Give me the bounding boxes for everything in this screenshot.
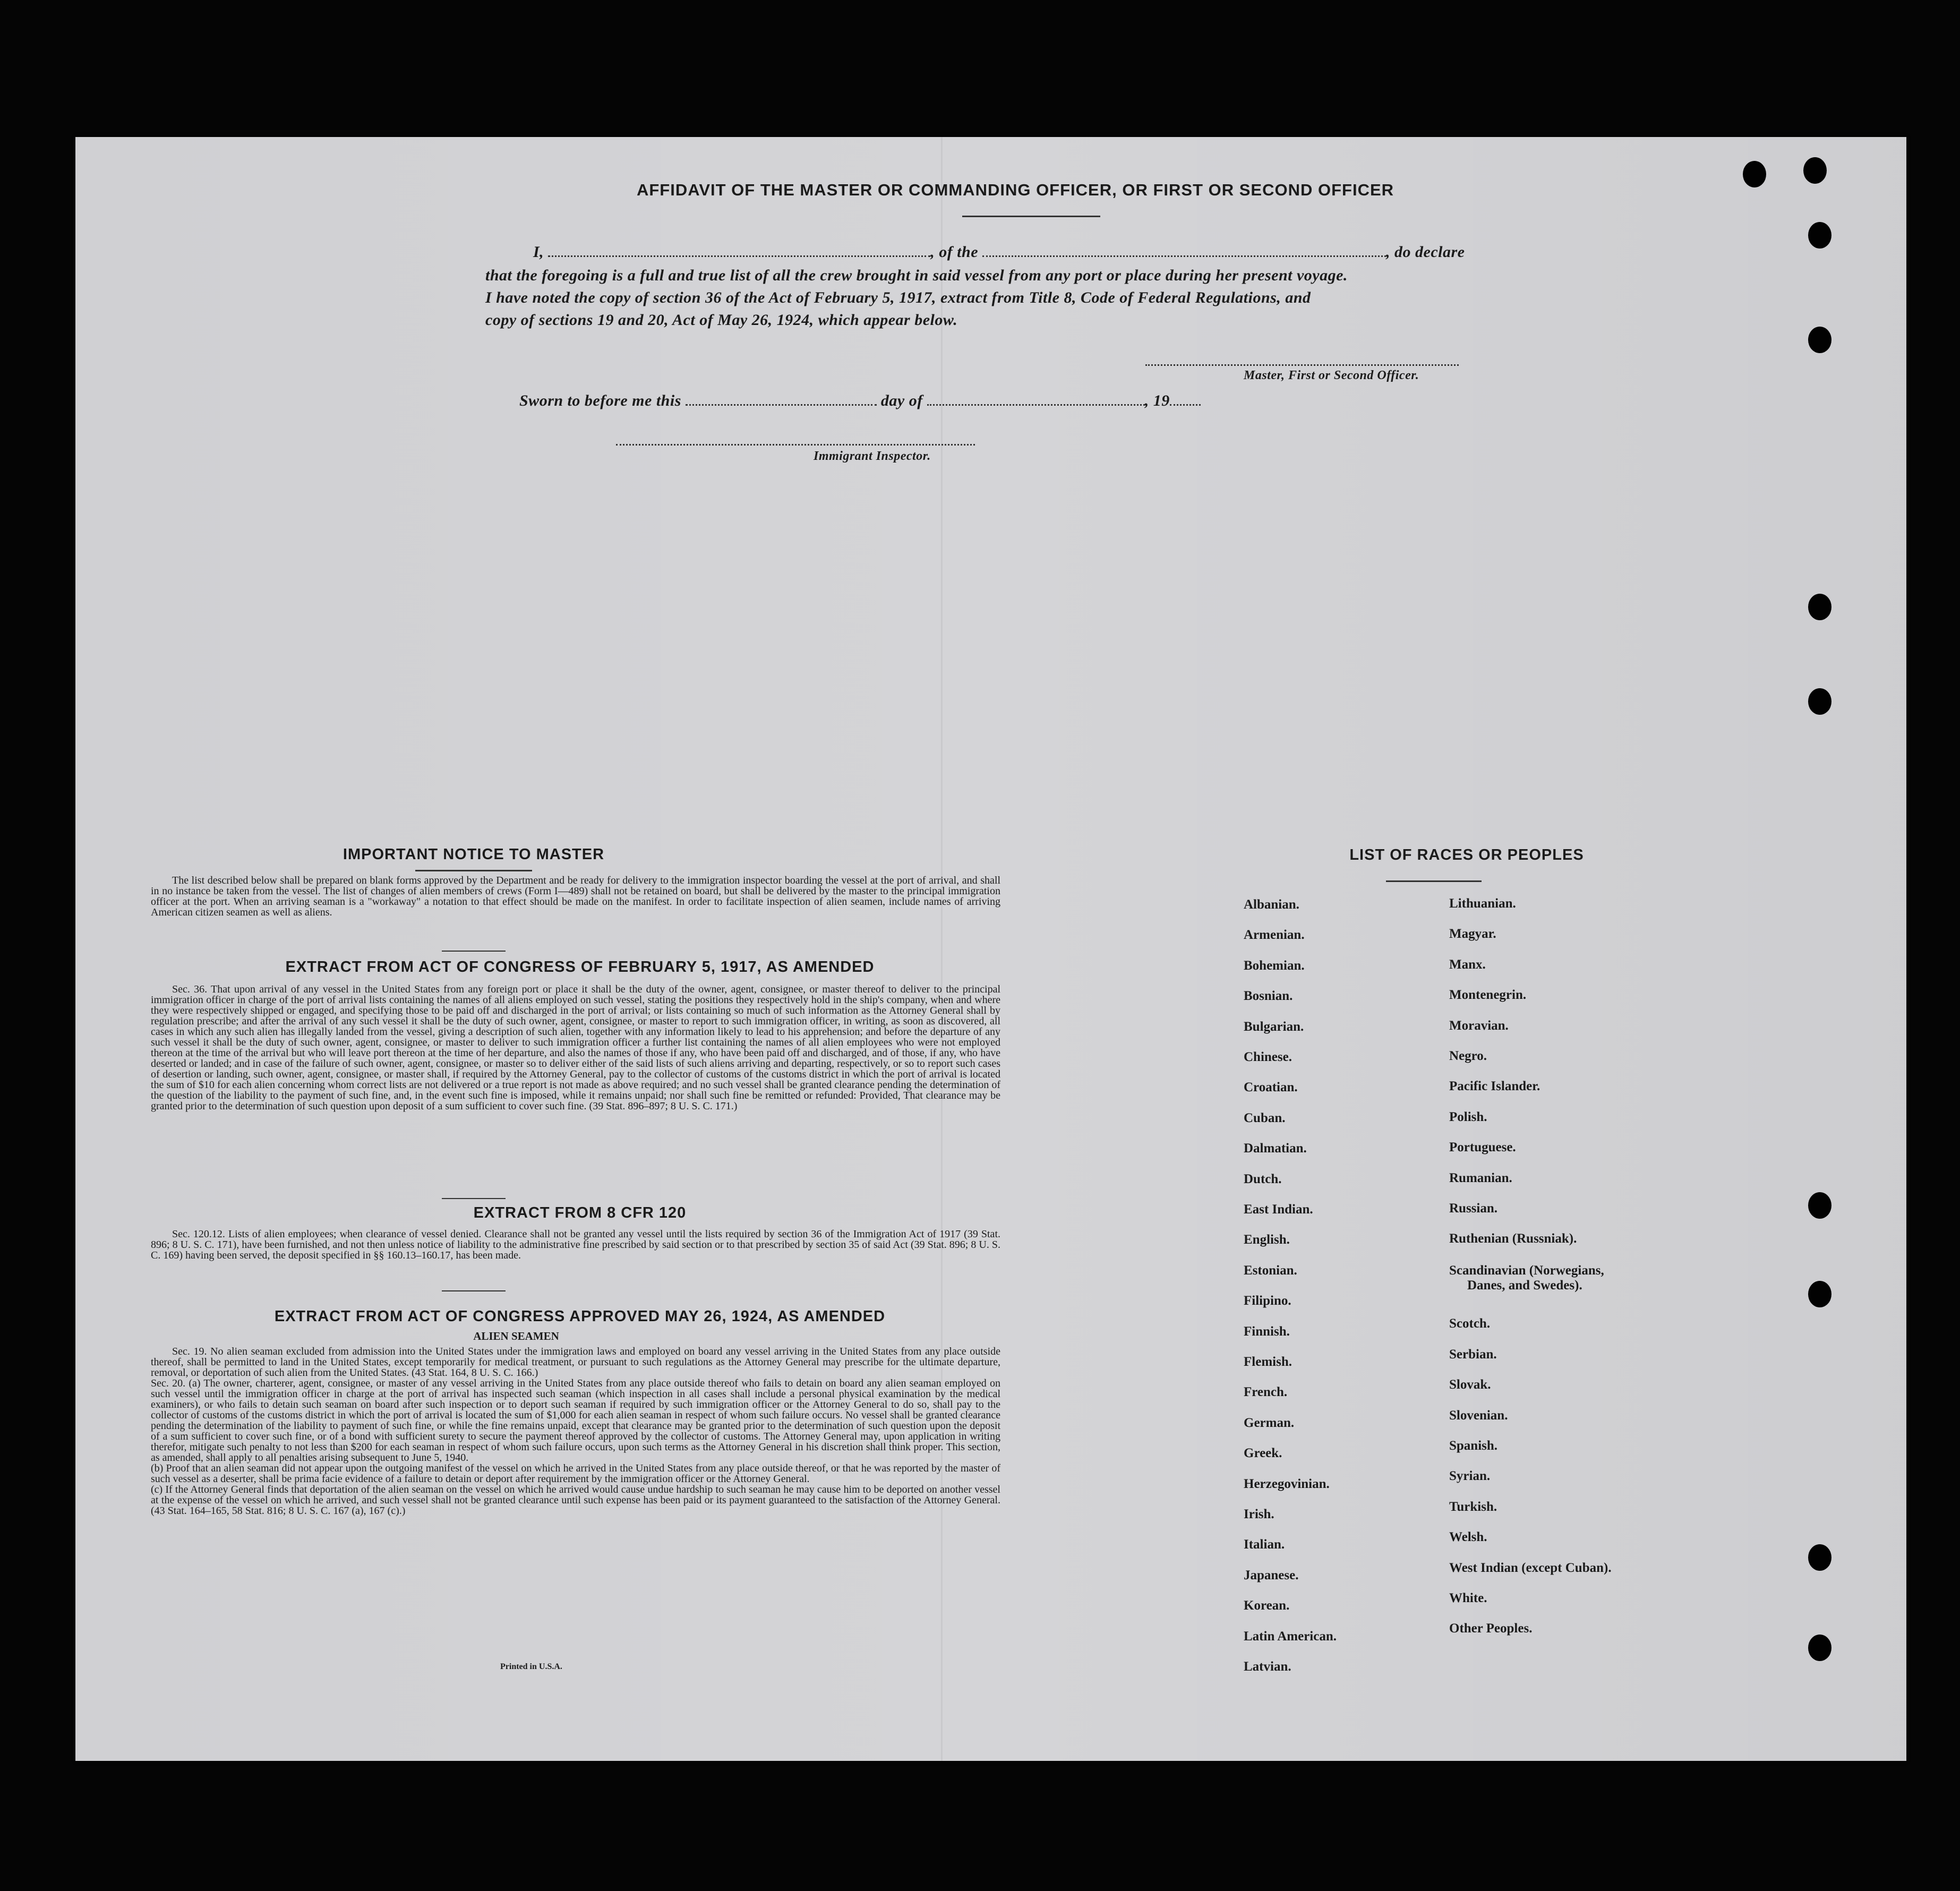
name-field[interactable] xyxy=(548,244,930,257)
race-item: Lithuanian. xyxy=(1449,896,1516,911)
race-item: White. xyxy=(1449,1591,1487,1605)
race-item: Greek. xyxy=(1244,1446,1282,1461)
race-item: Herzegovinian. xyxy=(1244,1476,1330,1491)
race-item: Magyar. xyxy=(1449,927,1496,942)
race-item: Montenegrin. xyxy=(1449,988,1527,1003)
sworn-year-field[interactable] xyxy=(1170,392,1201,406)
affidavit-of-the: , of the xyxy=(930,243,979,261)
punch-hole xyxy=(1743,161,1766,187)
race-item: Slovak. xyxy=(1449,1377,1491,1392)
race-item: Croatian. xyxy=(1244,1080,1298,1095)
affidavit-line1 xyxy=(533,243,1553,261)
race-item: Italian. xyxy=(1244,1537,1285,1552)
extract-cfr-heading: EXTRACT FROM 8 CFR 120 xyxy=(473,1204,687,1221)
extract-1924-heading: EXTRACT FROM ACT OF CONGRESS APPROVED MAY 26, 1924, AS AMENDED xyxy=(274,1308,886,1325)
race-item: Finnish. xyxy=(1244,1324,1290,1339)
race-item: Dalmatian. xyxy=(1244,1141,1307,1156)
extract-1917-divider xyxy=(442,1198,506,1199)
day-of-label: day of xyxy=(880,392,923,409)
extract-1924-body: Sec. 19. No alien seaman excluded from admission into the United States under the immigration laws and employed on board any vessel arriving in the United States from any place outside thereof, shall be permitted to land in the United States, except temporarily for medical treatment, or pursuant to such regulations as the Attorney General may prescribe for the ultimate departure, removal, or deportation of such alien from the United States. (43 Stat. 164, 8 U. S. C. 166.) Sec. 20. (a) The owner, charterer, agent, consignee, or master of any vessel arriving in the United States from any place outside thereof who fails to detain on board any alien seaman employed on such vessel until the immigration officer in charge at the port of arrival has inspected such seaman (which inspection in all cases shall include a personal physical examination by the medical examiners), or who fails to detain such seaman on board after such inspection or to deport such seaman if required by such immigration officer or the Attorney General to do so, shall pay to the collector of customs of the customs district in which the port of arrival is located the sum of $1,000 for each alien seaman in respect of whom such failure occurs. No vessel shall be granted clearance pending the determination of the liability to payment of such fine, or while the fine remains unpaid, except that clearance may be granted prior to the determination of such question upon the deposit of a sum sufficient to cover such fine, or of a bond with sufficient surety to secure the payment thereof approved by the collector of customs. The Attorney General may, upon application in writing therefor, mitigate such penalty to not less than $200 for each seaman in respect of whom such failure occurs, upon such terms as the Attorney General in his discretion shall think proper. This section, as amended, shall apply to all penalties arising subsequent to June 5, 1940. (b) Proof that an alien seaman did not appear upon the outgoing manifest of the vessel on which he arrived in the United States from any place outside thereof, or that he was reported by the master of such vessel as a deserter, shall be prima facie evidence of a failure to detain or deport after requirement by the immigration officer or the Attorney General. (c) If the Attorney General finds that deportation of the alien seaman on the vessel on which he arrived would cause undue hardship to such seaman he may cause him to be deported on another vessel at the expense of the vessel on which he arrived, and such vessel shall not be granted clearance until such expense has been paid or its payment guaranteed to the satisfaction of the Attorney General. (43 Stat. 164–165, 58 Stat. 816; 8 U. S. C. 167 (a), 167 (c).) xyxy=(151,1346,1000,1517)
race-item: Other Peoples. xyxy=(1449,1621,1533,1636)
race-item: Latvian. xyxy=(1244,1659,1291,1674)
master-signature-label: Master, First or Second Officer. xyxy=(1244,369,1419,382)
race-item: Moravian. xyxy=(1449,1018,1509,1033)
punch-hole xyxy=(1808,594,1831,620)
document-page xyxy=(75,137,1906,1761)
race-item: Danes, and Swedes). xyxy=(1467,1278,1582,1293)
affidavit-rule xyxy=(962,216,1100,217)
inspector-signature-line[interactable] xyxy=(616,444,975,446)
race-item: Syrian. xyxy=(1449,1469,1491,1484)
affidavit-declare: , do declare xyxy=(1386,243,1465,261)
race-item: Slovenian. xyxy=(1449,1408,1508,1423)
sworn-label: Sworn to before me this xyxy=(519,392,681,409)
notice-rule xyxy=(415,870,532,871)
sworn-day-field[interactable] xyxy=(686,392,877,406)
race-item: German. xyxy=(1244,1415,1295,1430)
race-item: Bohemian. xyxy=(1244,958,1305,973)
master-signature-line[interactable] xyxy=(1145,364,1459,366)
race-item: Serbian. xyxy=(1449,1347,1497,1362)
race-item: Korean. xyxy=(1244,1598,1290,1613)
race-item: Estonian. xyxy=(1244,1263,1297,1278)
race-item: Bulgarian. xyxy=(1244,1019,1304,1034)
extract-1917-body: Sec. 36. That upon arrival of any vessel in the United States from any foreign port or place it shall be the duty of the owner, agent, consignee, or master thereof to deliver to the principal immigration officer in charge of the port of arrival lists containing the names of all aliens employed on such vessel, stating the positions they respectively hold in the ship's company, when and where they were respectively shipped or engaged, and specifying those to be paid off and discharged in the port of arrival; or lists containing so much of such information as the Attorney General shall by regulation prescribe; and after the arrival of any such vessel it shall be the duty of such owner, agent, consignee, or master to report to such immigration officer, in writing, as soon as discovered, all cases in which any such alien has illegally landed from the vessel, giving a description of such alien, together with any information likely to lead to his apprehension; and before the departure of any such vessel it shall be the duty of such owner, agent, consignee, or master to deliver to such immigration officer a further list containing the names of all alien employees who were not employed thereon at the time of the arrival but who will leave port thereon at the time of her departure, and also the names of those if any, who have been paid off and discharged, and of those, if any, who have deserted or landed; and in case of the failure of such owner, agent, consignee, or master so to deliver either of the said lists of such aliens arriving and departing, respectively, or so to report such cases of desertion or landing, such owner, agent, consignee, or master shall, if required by the Attorney General, pay to the collector of customs of the customs district in which the port of arrival is located the sum of $10 for each alien concerning whom correct lists are not delivered or a true report is not made as above required; and no such vessel shall be granted clearance pending the determination of the question of the liability to the payment of such fine, and, in the event such fine is imposed, while it remains unpaid; nor shall such fine be remitted or refunded: Provided, That clearance may be granted prior to the determination of such question upon deposit of a sum sufficient to cover such fine. (39 Stat. 896–897; 8 U. S. C. 171.) xyxy=(151,983,1000,1112)
extract-1917-heading: EXTRACT FROM ACT OF CONGRESS OF FEBRUARY 5, 1917, AS AMENDED xyxy=(285,959,875,976)
race-item: Manx. xyxy=(1449,957,1486,972)
race-item: Russian. xyxy=(1449,1201,1498,1216)
punch-hole xyxy=(1808,327,1831,353)
punch-hole xyxy=(1808,222,1831,249)
race-item: Cuban. xyxy=(1244,1110,1286,1125)
race-item: Filipino. xyxy=(1244,1294,1291,1308)
race-item: Pacific Islander. xyxy=(1449,1079,1540,1094)
sworn-line xyxy=(519,392,1201,410)
page-fold xyxy=(941,137,943,1761)
race-item: Turkish. xyxy=(1449,1499,1497,1514)
races-heading: LIST OF RACES OR PEOPLES xyxy=(1349,846,1584,863)
punch-hole xyxy=(1808,1192,1831,1219)
race-item: Armenian. xyxy=(1244,928,1305,943)
race-item: Japanese. xyxy=(1244,1568,1299,1582)
punch-hole xyxy=(1808,688,1831,715)
punch-hole xyxy=(1808,1544,1831,1571)
extract-cfr-body: Sec. 120.12. Lists of alien employees; when clearance of vessel denied. Clearance shall not be granted any vessel until the lists required by section 36 of the Immigration Act of 1917 (39 Stat. 896; 8 U. S. C. 171), have been furnished, and not then unless notice of liability to the administrative fine prescribed by said section or to that prescribed by section 35 of said Act (39 Stat. 896; 8 U. S. C. 169) having been served, the deposit specified in §§ 160.13–160.17, has been made. xyxy=(151,1228,1000,1261)
race-item: Latin American. xyxy=(1244,1629,1337,1644)
race-item: Negro. xyxy=(1449,1049,1487,1063)
extract-cfr-divider xyxy=(442,1290,506,1291)
race-item: Polish. xyxy=(1449,1109,1487,1124)
inspector-signature-label: Immigrant Inspector. xyxy=(814,449,931,463)
race-item: Ruthenian (Russniak). xyxy=(1449,1231,1577,1246)
year-label: , 19 xyxy=(1144,392,1170,409)
affidavit-i: I, xyxy=(533,243,544,261)
race-item: West Indian (except Cuban). xyxy=(1449,1560,1612,1575)
notice-divider xyxy=(442,951,506,952)
race-item: Welsh. xyxy=(1449,1530,1487,1545)
vessel-field[interactable] xyxy=(982,244,1386,257)
affidavit-line3: I have noted the copy of section 36 of the Act of February 5, 1917, extract from Title 8, Code of Federal Regulations, and xyxy=(485,289,1311,306)
punch-hole xyxy=(1803,157,1827,184)
affidavit-line4: copy of sections 19 and 20, Act of May 26, 1924, which appear below. xyxy=(485,311,958,329)
race-item: Chinese. xyxy=(1244,1050,1292,1064)
race-item: Spanish. xyxy=(1449,1439,1498,1453)
notice-body: The list described below shall be prepared on blank forms approved by the Department and be ready for delivery to the immigration inspector boarding the vessel at the port of arrival, and shall in no instance be taken from the vessel. The list of changes of alien members of crews (Form I—489) shall not be retained on board, but shall be delivered by the master to the principal immigration officer at the port. When an arriving seaman is a "workaway" a notation to that effect should be made on the manifest. In order to facilitate inspection of alien seamen, include names of arriving American citizen seamen as well as aliens. xyxy=(151,875,1000,918)
extract-1924-subheading: ALIEN SEAMEN xyxy=(473,1330,559,1342)
race-item: Portuguese. xyxy=(1449,1140,1516,1155)
punch-hole xyxy=(1808,1281,1831,1307)
affidavit-heading: AFFIDAVIT OF THE MASTER OR COMMANDING OFFICER, OR FIRST OR SECOND OFFICER xyxy=(636,181,1394,199)
races-rule xyxy=(1386,880,1482,882)
race-item: Flemish. xyxy=(1244,1355,1292,1369)
race-item: Scotch. xyxy=(1449,1316,1491,1331)
race-item: East Indian. xyxy=(1244,1202,1313,1217)
race-item: Albanian. xyxy=(1244,897,1299,912)
race-item: Rumanian. xyxy=(1449,1170,1512,1185)
race-item: English. xyxy=(1244,1233,1290,1247)
race-item: French. xyxy=(1244,1385,1288,1400)
race-item: Irish. xyxy=(1244,1507,1274,1521)
race-item: Dutch. xyxy=(1244,1171,1282,1186)
affidavit-line2: that the foregoing is a full and true list of all the crew brought in said vessel from any port or place during her present voyage. xyxy=(485,267,1348,284)
race-item: Scandinavian (Norwegians, xyxy=(1449,1263,1604,1278)
printed-in-usa: Printed in U.S.A. xyxy=(500,1662,562,1671)
sworn-month-field[interactable] xyxy=(927,392,1145,406)
punch-hole xyxy=(1808,1635,1831,1661)
notice-heading: IMPORTANT NOTICE TO MASTER xyxy=(343,846,605,863)
race-item: Bosnian. xyxy=(1244,989,1293,1004)
